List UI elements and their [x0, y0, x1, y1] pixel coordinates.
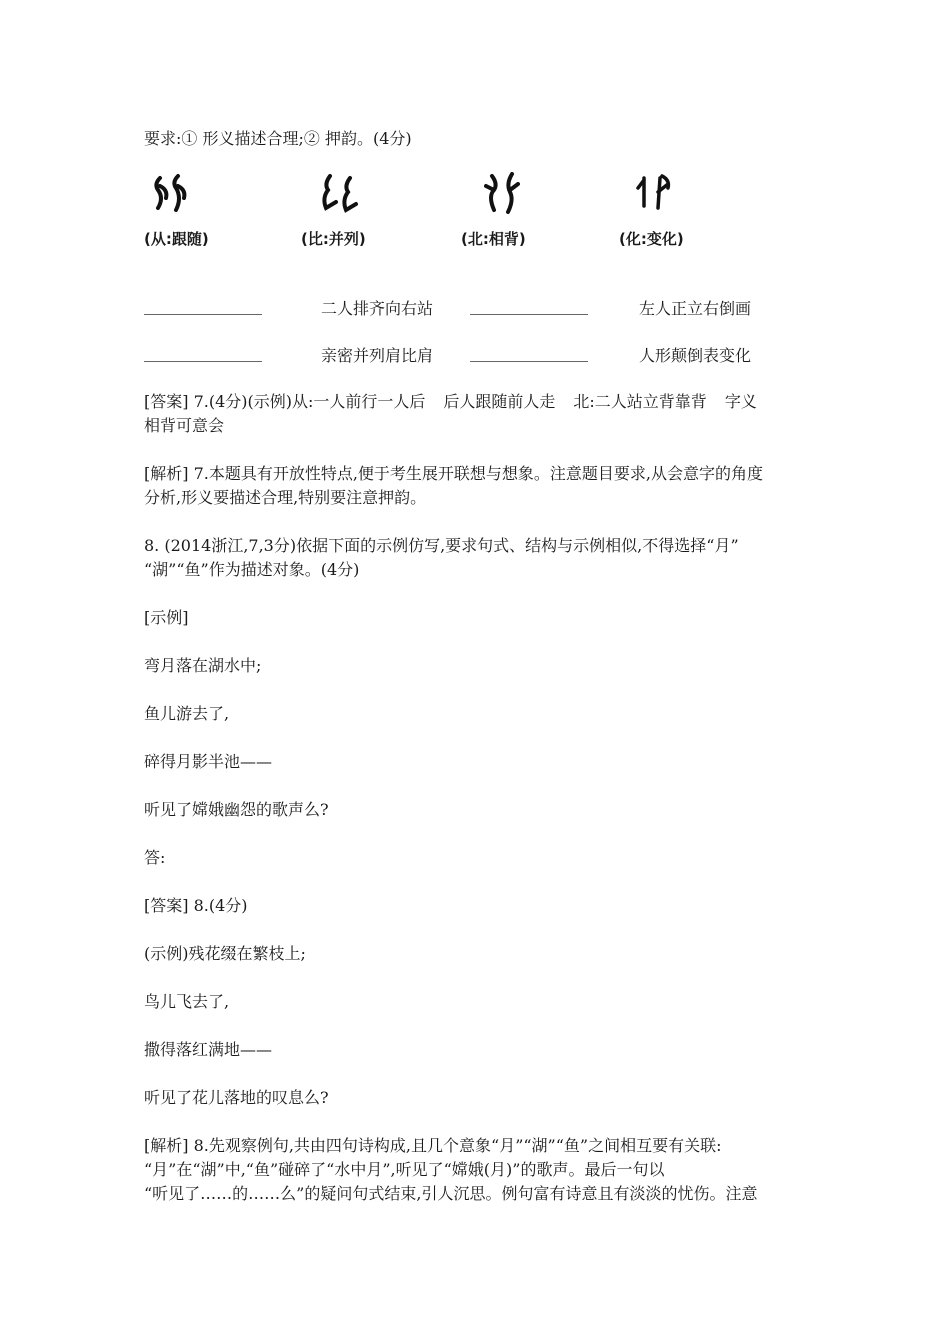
answer-segment: 北:二人站立背靠背 — [573, 392, 707, 411]
example-line: 听见了嫦娥幽怨的歌声么? — [144, 800, 329, 819]
glyph-cong-image — [146, 168, 216, 220]
example-label: [示例] — [144, 608, 189, 627]
glyph-caption-hua: (化:变化) — [619, 230, 684, 248]
q8-analysis-line: [解析] 8.先观察例句,共由四句诗构成,且几个意象“月”“湖”“鱼”之间相互要有关联: — [144, 1136, 722, 1155]
q8-stem-line: 8. (2014浙江,7,3分)依据下面的示例仿写,要求句式、结构与示例相似,不得选择“月” — [144, 536, 739, 555]
q7-requirement: 要求:① 形义描述合理;② 押韵。(4分) — [144, 129, 412, 148]
q8-analysis-line: “听见了……的……么”的疑问句式结束,引人沉思。例句富有诗意且有淡淡的忧伤。注意 — [144, 1184, 758, 1203]
answer-prompt: 答: — [144, 848, 166, 867]
fill-blank[interactable] — [470, 361, 588, 362]
q8-answer-header: [答案] 8.(4分) — [144, 896, 248, 915]
clue-text: 二人排齐向右站 — [321, 299, 434, 318]
glyph-bi-image — [314, 168, 384, 220]
glyph-caption-bei: (北:相背) — [461, 230, 526, 248]
clue-text: 左人正立右倒画 — [639, 299, 752, 318]
clue-text: 人形颠倒表变化 — [639, 346, 752, 365]
fill-blank[interactable] — [470, 314, 588, 315]
example-line: 弯月落在湖水中; — [144, 656, 262, 675]
q7-analysis-line: [解析] 7.本题具有开放性特点,便于考生展开联想与想象。注意题目要求,从会意字的角度 — [144, 464, 764, 483]
glyph-hua-image — [632, 168, 702, 220]
q7-answer-line: 相背可意会 — [144, 416, 225, 435]
fill-blank[interactable] — [144, 314, 262, 315]
glyph-caption-cong: (从:跟随) — [144, 230, 209, 248]
answer-line: 鸟儿飞去了, — [144, 992, 230, 1011]
fill-blank[interactable] — [144, 361, 262, 362]
glyph-bei-image — [478, 168, 548, 220]
clue-text: 亲密并列肩比肩 — [321, 346, 434, 365]
answer-line: 撒得落红满地—— — [144, 1040, 273, 1059]
q7-answer-line — [144, 390, 757, 414]
answer-line: (示例)残花缀在繁枝上; — [144, 944, 306, 963]
answer-segment: [答案] 7.(4分)(示例)从:一人前行一人后 — [144, 392, 426, 411]
example-line: 碎得月影半池—— — [144, 752, 273, 771]
answer-segment: 后人跟随前人走 — [443, 392, 556, 411]
q7-analysis-line: 分析,形义要描述合理,特别要注意押韵。 — [144, 488, 427, 507]
q8-stem-line: “湖”“鱼”作为描述对象。(4分) — [144, 560, 360, 579]
example-line: 鱼儿游去了, — [144, 704, 230, 723]
q8-analysis-line: “月”在“湖”中,“鱼”碰碎了“水中月”,听见了“嫦娥(月)”的歌声。最后一句以 — [144, 1160, 665, 1179]
glyph-caption-bi: (比:并列) — [301, 230, 366, 248]
answer-line: 听见了花儿落地的叹息么? — [144, 1088, 329, 1107]
answer-segment: 字义 — [724, 392, 757, 411]
